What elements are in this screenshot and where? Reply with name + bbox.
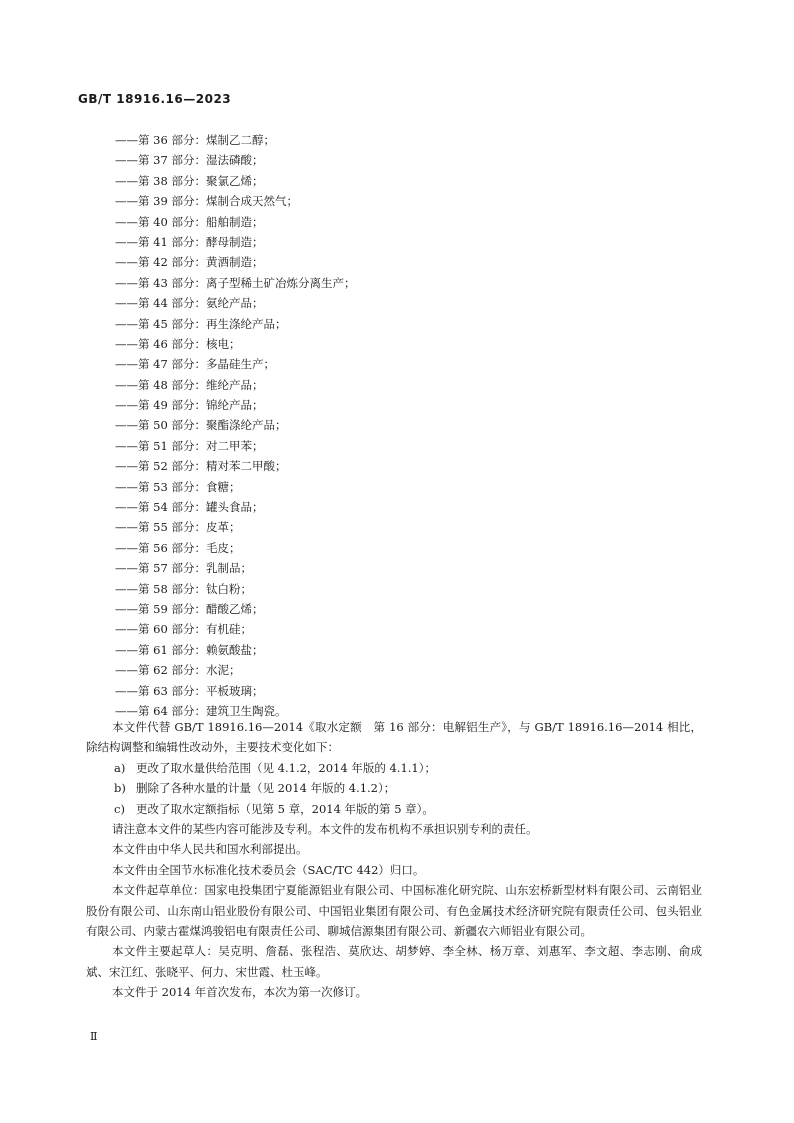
list-item: ——第 53 部分：食糖； xyxy=(115,479,241,494)
change-item-c xyxy=(86,799,702,819)
list-item: ——第 39 部分：煤制合成天然气； xyxy=(115,194,298,209)
list-item: ——第 36 部分：煤制乙二醇； xyxy=(115,133,275,147)
list-item: ——第 51 部分：对二甲苯； xyxy=(115,438,264,453)
list-item: ——第 52 部分：精对苯二甲酸； xyxy=(115,459,287,474)
list-item: ——第 42 部分：黄酒制造； xyxy=(115,255,264,270)
item-marker: c) xyxy=(114,801,125,816)
list-item: ——第 38 部分：聚氯乙烯； xyxy=(115,173,264,188)
list-item: ——第 62 部分：水泥； xyxy=(115,663,241,678)
list-item: ——第 56 部分：毛皮； xyxy=(115,540,241,555)
list-item: ——第 54 部分：罐头食品； xyxy=(115,500,264,515)
list-item: ——第 64 部分：建筑卫生陶瓷。 xyxy=(115,703,287,718)
change-item-b xyxy=(86,778,702,798)
list-item: ——第 57 部分：乳制品； xyxy=(115,561,252,576)
list-item: ——第 58 部分：钛白粉； xyxy=(115,581,252,596)
list-item: ——第 59 部分：醋酸乙烯； xyxy=(115,601,264,616)
page-number: Ⅱ xyxy=(90,1030,98,1043)
list-item: ——第 50 部分：聚酯涤纶产品； xyxy=(115,418,287,433)
list-item: ——第 63 部分：平板玻璃； xyxy=(115,683,264,698)
main-drafters: 本文件主要起草人：吴克明、詹磊、张程浩、莫欣达、胡梦婷、李全林、杨万章、刘惠军、李文超、李志刚、俞成斌、宋江红、张晓平、何力、宋世霞、杜玉峰。 xyxy=(86,944,702,979)
list-item: ——第 44 部分：氨纶产品； xyxy=(115,296,264,311)
list-item: ——第 46 部分：核电； xyxy=(115,336,241,351)
item-text: 更改了取水定额指标（见第 5 章，2014 年版的第 5 章）。 xyxy=(136,801,434,816)
publication-history: 本文件于 2014 年首次发布，本次为第一次修订。 xyxy=(112,985,368,1000)
centralized-by: 本文件由全国节水标准化技术委员会（SAC/TC 442）归口。 xyxy=(112,862,425,877)
replacement-paragraph: 本文件代替 GB/T 18916.16—2014《取水定额 第 16 部分：电解铝生产》，与 GB/T 18916.16—2014 相比，除结构调整和编辑性改动外，主要技术变化如下： xyxy=(86,720,702,755)
list-item: ——第 37 部分：湿法磷酸； xyxy=(115,153,264,168)
list-item: ——第 43 部分：离子型稀土矿冶炼分离生产； xyxy=(115,275,356,290)
list-item: ——第 61 部分：赖氨酸盐； xyxy=(115,642,264,657)
list-item: ——第 40 部分：船舶制造； xyxy=(115,214,264,229)
drafting-units: 本文件起草单位：国家电投集团宁夏能源铝业有限公司、中国标准化研究院、山东宏桥新型材料有限公司、云南铝业股份有限公司、山东南山铝业股份有限公司、中国铝业集团有限公司、有色金属技术经济研究院有限责任公司、包头铝业有限公司、内蒙古霍煤鸿骏铝电有限责任公司、聊城信源集团有限公司、新疆农六师铝业有限公司。 xyxy=(86,883,702,939)
list-item: ——第 41 部分：酵母制造； xyxy=(115,234,264,249)
list-item: ——第 60 部分：有机硅； xyxy=(115,622,252,637)
patent-notice: 请注意本文件的某些内容可能涉及专利。本文件的发布机构不承担识别专利的责任。 xyxy=(112,822,538,837)
proposed-by: 本文件由中华人民共和国水利部提出。 xyxy=(112,842,308,857)
parts-list xyxy=(115,130,355,721)
list-item: ——第 47 部分：多晶硅生产； xyxy=(115,357,275,372)
item-marker: a) xyxy=(114,760,126,775)
list-item: ——第 49 部分：锦纶产品； xyxy=(115,398,264,413)
foreword-body xyxy=(86,717,702,1003)
item-text: 删除了各种水量的计量（见 2014 年版的 4.1.2）； xyxy=(136,781,396,796)
list-item: ——第 45 部分：再生涤纶产品； xyxy=(115,316,287,331)
item-marker: b) xyxy=(114,781,126,796)
item-text: 更改了取水量供给范围（见 4.1.2，2014 年版的 4.1.1）； xyxy=(136,760,437,775)
document-code-header: GB/T 18916.16—2023 xyxy=(78,92,232,106)
list-item: ——第 55 部分：皮革； xyxy=(115,520,241,535)
list-item: ——第 48 部分：维纶产品； xyxy=(115,377,264,392)
change-item-a xyxy=(86,758,702,778)
